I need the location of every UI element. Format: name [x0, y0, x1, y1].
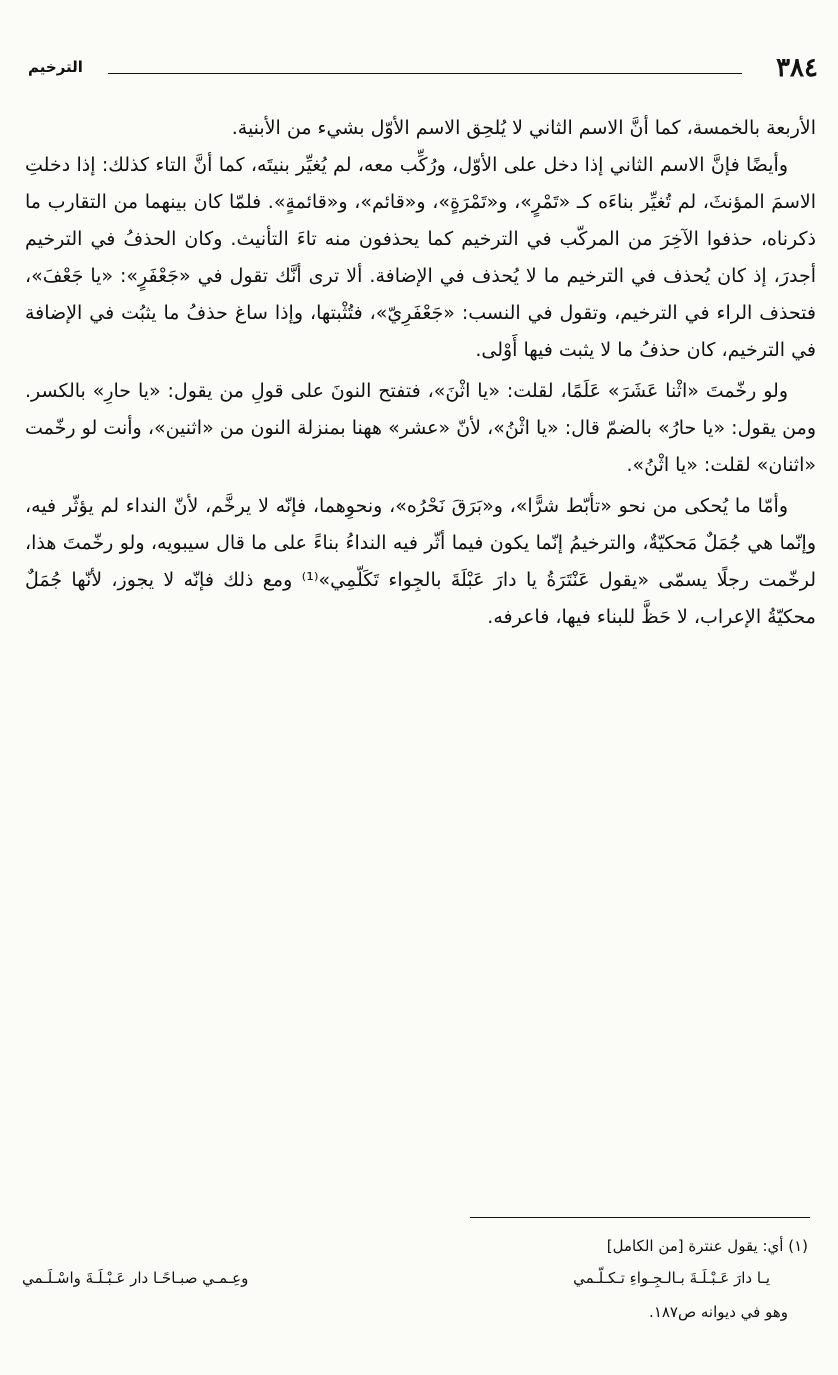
running-header [20, 55, 818, 85]
page-number: ٣٨٤ [776, 53, 818, 83]
footnote-source: وهو في ديوانه ص١٨٧. [649, 1303, 788, 1321]
main-text [25, 110, 816, 636]
paragraph: وأمّا ما يُحكى من نحو «تأبّط شرًّا»، و«بَرَقَ نَحْرُه»، ونحوِهما، فإنّه لا يرخَّم، لأنّ النداء لم يؤثّر فيه، وإنّما هي جُمَلٌ مَحكيّةٌ، والترخيمُ إنّما يكون فيما أثّر فيه النداءُ بناءً على ما قال سيبويه، ولو رخّمتَ هذا، لرخّمت رجلًا يسمّى «يقول عَنْتَرَةُ يا دارَ عَبْلَةَ بالجِواء تَكَلّمِي»⁽¹⁾ ومع ذلك فإنّه لا يجوز، لأنّها جُمَلٌ محكيّةُ الإعراب، لا حَظَّ للبناء فيها، فاعرفه. [25, 495, 816, 628]
footnote-separator [470, 1217, 810, 1218]
footnotes [22, 1232, 808, 1330]
header-rule [108, 73, 742, 74]
running-title: الترخيم [28, 58, 83, 76]
paragraph: الأربعة بالخمسة، كما أنَّ الاسم الثاني لا يُلحِق الاسم الأوّل بشيء من الأبنية. [231, 117, 816, 139]
footnote-1: (١) أي: يقول عنترة [من الكامل] [606, 1237, 808, 1255]
paragraph: وأيضًا فإنَّ الاسم الثاني إذا دخل على الأوّل، ورُكِّب معه، لم يُغيِّر بنيتَه، كما أنَّ التاء كذلك: إذا دخلتِ الاسمَ المؤنثَ، لم تُغيِّر بناءَه كـ «تَمْرٍ»، و«تَمْرَةٍ»، و«قائم»، و«قائمةٍ». فلمّا كان بينهما من التقارب ما ذكرناه، حذفوا الآخِرَ من المركّب في الترخيم كما يحذفون منه تاءَ التأنيث. وكان الحذفُ في الترخيم أجدرَ، إذ كان يُحذف في الترخيم ما لا يُحذف في الإضافة. ألا ترى أنَّك تقول في «جَعْفَرٍ»: «يا جَعْفَ»، فتحذف الراء في الترخيم، وتقول في النسب: «جَعْفَرِيّ»، فتُثْبتها، وإذا ساغ حذفُ ما يثبُت في الإضافة في الترخيم، كان حذفُ ما لا يثبت فيها أَوْلى. [25, 154, 816, 361]
footnote-verse [22, 1264, 808, 1298]
verse-first-hemistich: يـا دارَ عَـبْـلَـةَ بـالـجِـواءِ تـكـلّـمي [573, 1269, 770, 1287]
paragraph: ولو رخّمتَ «اثْنا عَشَرَ» عَلَمًا، لقلت: «يا اثْنَ»، فتفتح النونَ على قولِ من يقول: «يا حارِ» بالكسر. ومن يقول: «يا حارُ» بالضمّ قال: «يا اثْنُ»، لأنّ «عشر» ههنا بمنزلة النون من «اثنين»، وأنت لو رخّمت «اثنان» لقلت: «يا اثْنُ». [25, 380, 816, 476]
verse-second-hemistich: وعِـمـي صبـاحًـا دار عَـبْـلَـةَ واسْـلَـمي [22, 1269, 249, 1287]
